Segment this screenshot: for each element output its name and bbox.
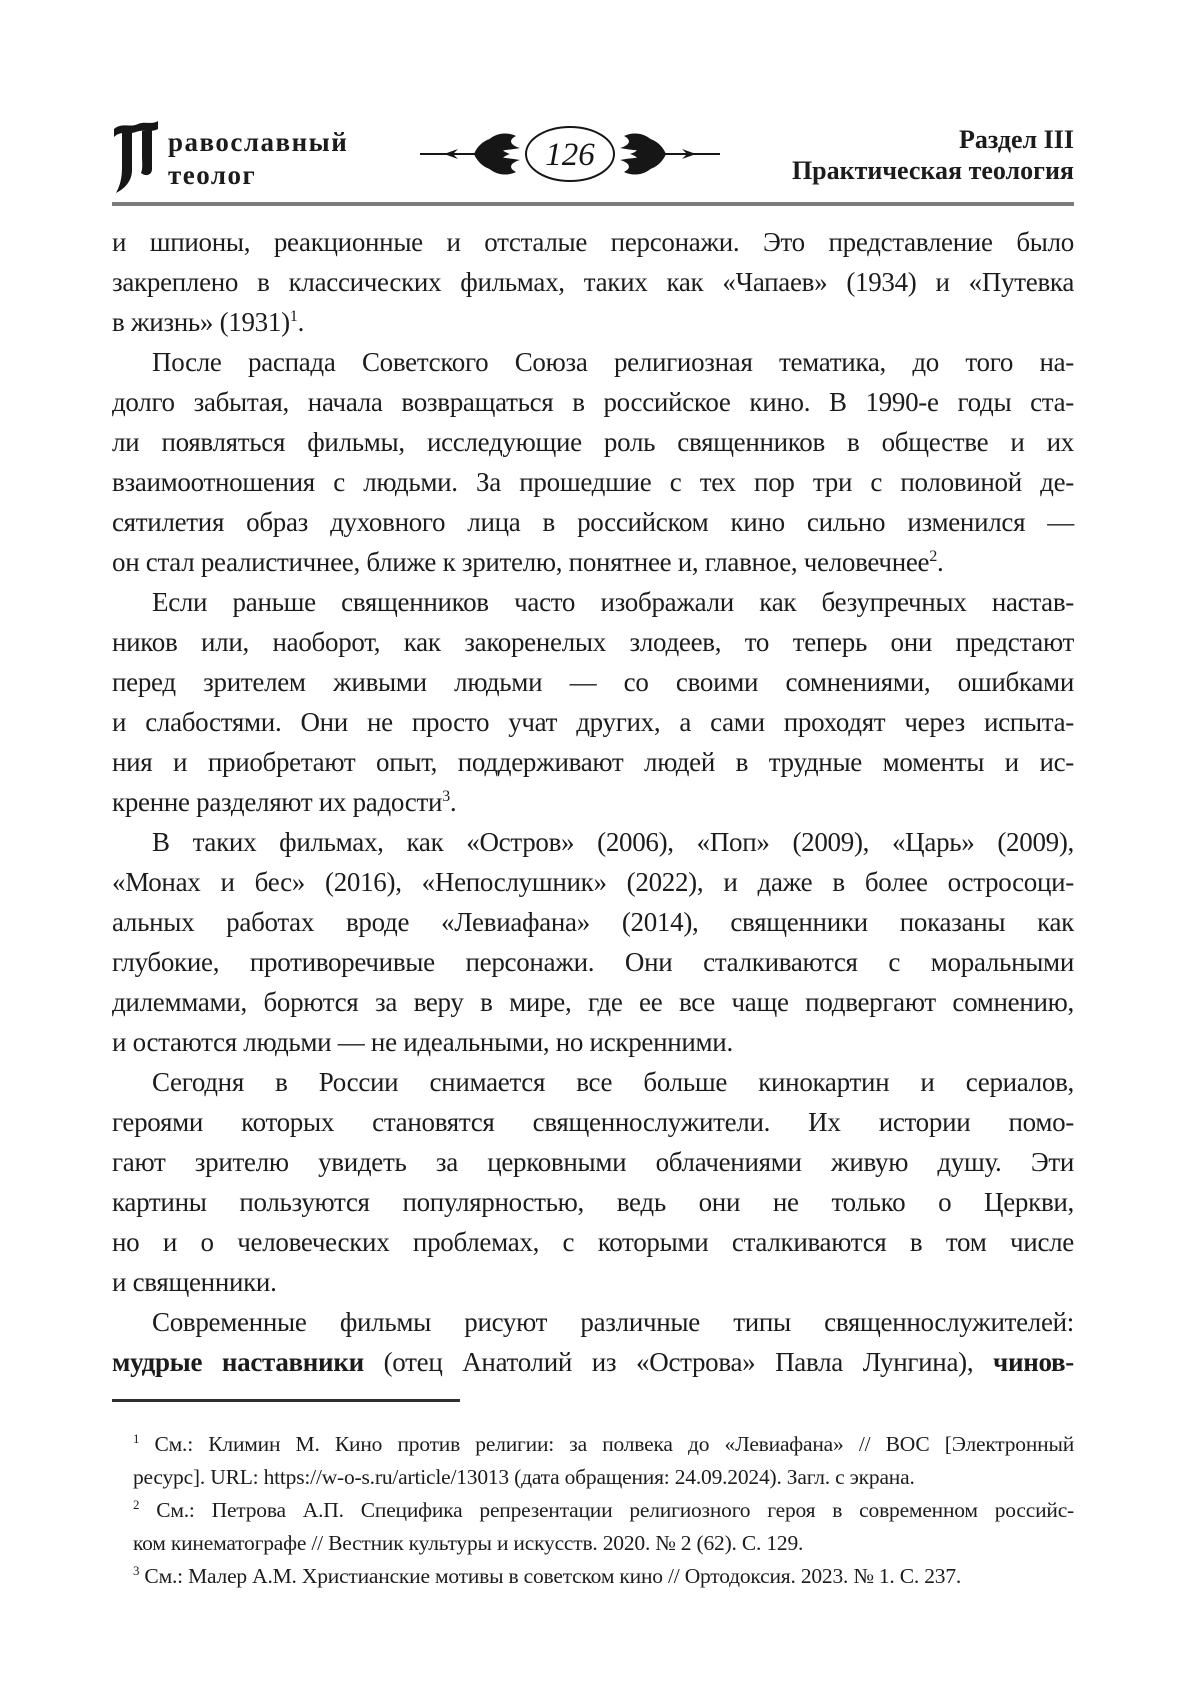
page-header	[112, 118, 1074, 202]
text-line: Если раньше священников часто изображали как безупречных настав-	[152, 587, 1074, 617]
footnote	[133, 1494, 1074, 1560]
footnote	[133, 1428, 1074, 1494]
text-line	[112, 1342, 1074, 1382]
text-line: перед зрителем живыми людьми — со своими сомнениями, ошибками	[112, 667, 1074, 697]
text-segment: См.: Климин М. Кино против религии: за полвека до «Левиафана» // ВОС [Электронный	[139, 1432, 1074, 1456]
footnote-marker: 2	[929, 547, 938, 565]
text-line: Современные фильмы рисуют различные типы священнослужителей:	[152, 1307, 1074, 1337]
text-line: картины пользуются популярностью, ведь они не только о Церкви,	[112, 1187, 1074, 1217]
text-line: После распада Советского Союза религиозная тематика, до того на-	[152, 347, 1074, 377]
text-line: ресурс]. URL: https://w-o-s.ru/article/13013 (дата обращения: 24.09.2024). Загл. с экрана.	[133, 1465, 915, 1489]
text-segment: (отец Анатолий из «Острова» Павла Лунгина),	[363, 1347, 994, 1377]
text-line: ли появляться фильмы, исследующие роль священников в обществе и их	[112, 427, 1074, 457]
text-line: героями которых становятся священнослужители. Их истории помо-	[112, 1107, 1074, 1137]
text-line: долго забытая, начала возвращаться в российское кино. В 1990-е годы ста-	[112, 387, 1074, 417]
gothic-initial-p-icon	[112, 118, 160, 194]
text-line: глубокие, противоречивые персонажи. Они сталкиваются с моральными	[112, 947, 1074, 977]
journal-title-line1: равославный	[168, 127, 349, 157]
paragraph	[112, 222, 1074, 342]
text-line: но и о человеческих проблемах, с которыми сталкиваются в том числе	[112, 1227, 1074, 1257]
text-line: он стал реалистичнее, ближе к зрителю, понятнее и, главное, человечнее$^2$.	[112, 547, 944, 577]
text-line	[133, 1560, 1074, 1593]
text-line: закреплено в классических фильмах, таких как «Чапаев» (1934) и «Путевка	[112, 267, 1074, 297]
bold-text: мудрые наставники	[112, 1347, 364, 1377]
text-line: ников или, наоборот, как закоренелых злодеев, то теперь они предстают	[112, 627, 1074, 657]
text-line: Сегодня в России снимается все больше кинокартин и сериалов,	[152, 1067, 1074, 1097]
journal-title	[168, 118, 348, 192]
text-line: и священники.	[112, 1267, 277, 1297]
paragraph	[112, 1302, 1074, 1382]
text-line: гают зрителю увидеть за церковными облачениями живую душу. Эти	[112, 1147, 1074, 1177]
text-line: сятилетия образ духовного лица в российском кино сильно изменился —	[112, 507, 1074, 537]
text-line	[133, 1428, 1074, 1461]
footnote-divider	[112, 1399, 460, 1402]
text-line: «Монах и бес» (2016), «Непослушник» (2022), и даже в более остросоци-	[112, 867, 1074, 897]
journal-logo	[112, 118, 348, 194]
paragraph	[112, 582, 1074, 822]
footnotes	[133, 1428, 1074, 1593]
text-line: и слабостями. Они не просто учат других, а сами проходят через испыта-	[112, 707, 1074, 737]
page-number-ornament	[420, 124, 720, 189]
text-segment: См.: Петрова А.П. Специфика репрезентации религиозного героя в современном российс-	[139, 1498, 1074, 1522]
ornament-flourish-icon	[420, 124, 720, 184]
text-segment: См.: Малер А.М. Христианские мотивы в советском кино // Ортодоксия. 2023. № 1. С. 237.	[139, 1564, 962, 1588]
text-line: в жизнь» $(1931)^1$.	[112, 307, 305, 337]
text-line: взаимоотношения с людьми. За прошедшие с тех пор три с половиной де-	[112, 467, 1074, 497]
section-title: Практическая теология	[791, 156, 1074, 185]
paragraph	[112, 342, 1074, 582]
journal-title-line2: теолог	[168, 160, 257, 190]
text-line: ния и приобретают опыт, поддерживают людей в трудные моменты и ис-	[112, 747, 1074, 777]
header-divider	[112, 202, 1074, 206]
paragraph	[112, 1062, 1074, 1302]
text-line: и шпионы, реакционные и отсталые персонажи. Это представление было	[112, 227, 1074, 257]
section-header	[792, 118, 1074, 186]
text-line: дилеммами, борются за веру в мире, где ее все чаще подвергают сомнению,	[112, 987, 1074, 1017]
footnote-marker: 1	[133, 1431, 140, 1446]
footnote-marker: 2	[133, 1497, 140, 1512]
footnote-marker: 1	[289, 307, 298, 325]
page-number: 126	[545, 137, 595, 173]
footnote-marker: 3	[442, 787, 450, 805]
body-text	[112, 222, 1074, 1382]
text-line: и остаются людьми — не идеальными, но искренними.	[112, 1027, 733, 1057]
bold-text: чинов-	[993, 1347, 1074, 1377]
text-line: ком кинематографе // Вестник культуры и искусств. 2020. № 2 (62). С. 129.	[133, 1531, 804, 1555]
text-line: В таких фильмах, как «Остров» (2006), «Поп» (2009), «Царь» (2009),	[152, 827, 1074, 857]
section-number: Раздел III	[959, 125, 1074, 154]
footnote-marker: 3	[133, 1563, 140, 1578]
paragraph	[112, 822, 1074, 1062]
text-line: альных работах вроде «Левиафана» (2014), священники показаны как	[112, 907, 1074, 937]
text-line	[133, 1494, 1074, 1527]
text-line: кренне разделяют их радости$^3$.	[112, 787, 457, 817]
footnote	[133, 1560, 1074, 1593]
